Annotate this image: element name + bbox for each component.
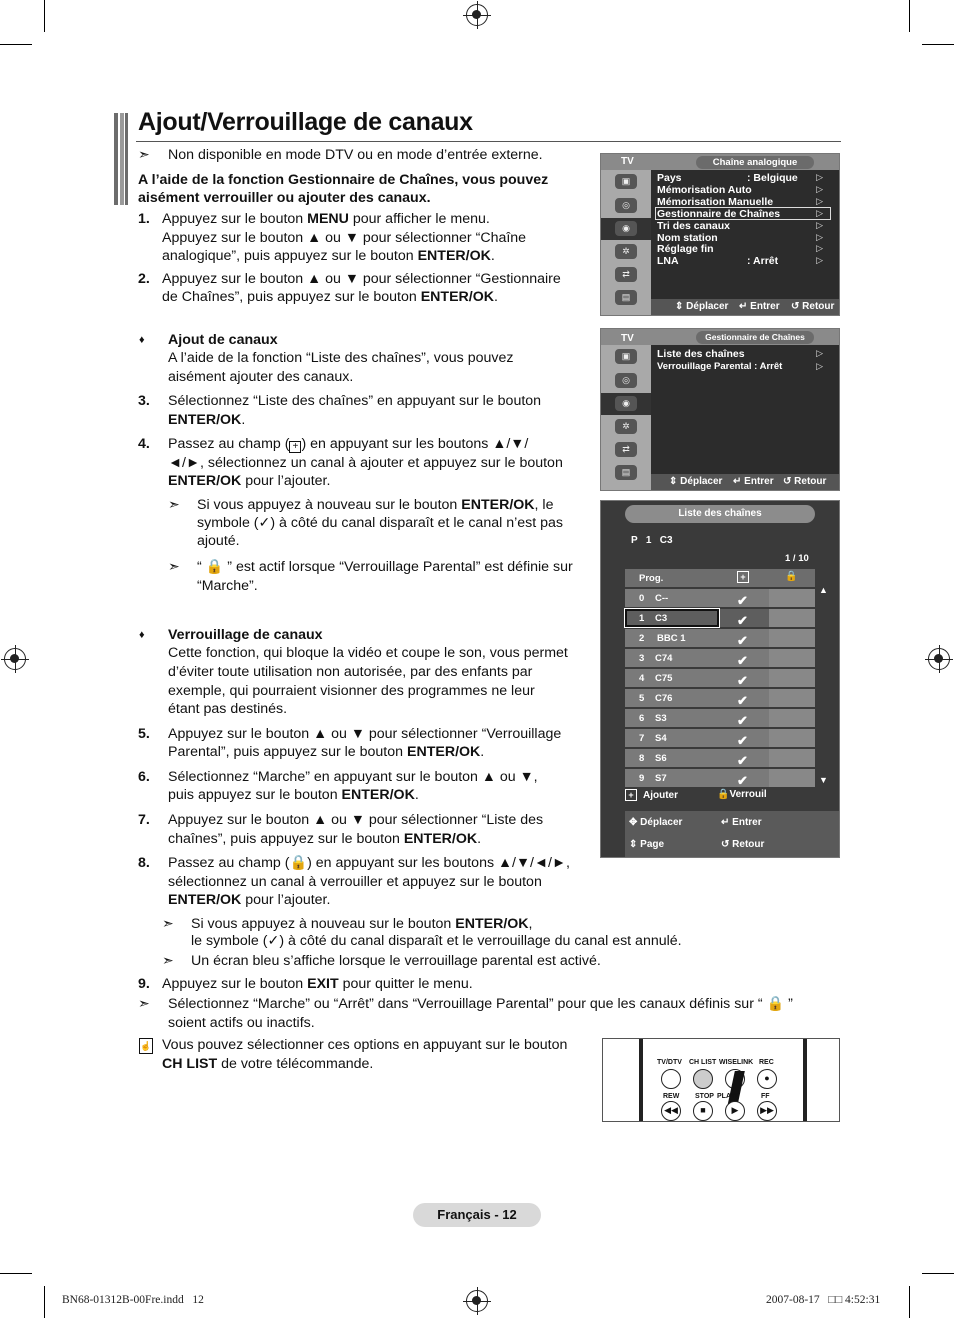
arrow-right-icon: ▷ [816, 243, 823, 254]
lock-cell[interactable] [769, 689, 815, 707]
note-line: “Marche”. [197, 578, 258, 594]
channel-row[interactable] [625, 669, 815, 687]
check-icon[interactable]: ✔ [737, 653, 748, 668]
remote-label: CH LIST [689, 1059, 717, 1066]
step-5-line: Appuyez sur le bouton ▲ ou ▼ pour sélectionner “Verrouillage [168, 726, 562, 742]
note-arrow-icon: ➣ [162, 952, 174, 968]
tip-line: Vous pouvez sélectionner ces options en appuyant sur le bouton [162, 1037, 568, 1053]
section-heading: Ajout de canaux [168, 332, 278, 348]
step-number: 6. [138, 769, 150, 785]
page-hint: ⇕ Page [629, 839, 665, 850]
step-4-line: Passez au champ ( + ) en appuyant sur les boutons ▲/▼/ [168, 436, 529, 452]
sound-icon[interactable]: ◎ [615, 373, 637, 388]
input-icon[interactable]: ⇄ [615, 267, 637, 282]
step-9-line: Appuyez sur le bouton EXIT pour quitter le menu. [162, 976, 473, 992]
step-4-line: ◄/►, sélectionnez un canal à ajouter et appuyez sur le bouton [168, 455, 563, 471]
check-icon[interactable]: ✔ [737, 633, 748, 648]
crop-mark [922, 1273, 954, 1274]
channel-number: 9 [639, 773, 645, 784]
current-channel: P 1 C3 [631, 535, 673, 546]
rec-button[interactable]: ● [757, 1069, 777, 1089]
move-hint: ⇕ Déplacer [675, 301, 729, 312]
menu-item[interactable]: Nom station [657, 231, 718, 244]
lock-legend: 🔒Verrouil [717, 789, 767, 800]
lock-icon: 🔒 [289, 855, 308, 871]
note-arrow-icon: ➣ [138, 146, 150, 162]
note-line: soient actifs ou inactifs. [168, 1015, 315, 1031]
step-3-line: Sélectionnez “Liste des chaînes” en appuyant sur le bouton [168, 393, 542, 409]
back-hint: ↺ Retour [783, 476, 827, 487]
note-line: le symbole (✓) à côté du canal disparaît et le verrouillage du canal est annulé. [191, 933, 682, 949]
fast-forward-button[interactable]: ▶▶ [757, 1101, 777, 1121]
scroll-up-icon[interactable]: ▲ [819, 585, 828, 595]
page-indicator: 1 / 10 [785, 553, 809, 564]
list-header [625, 569, 815, 587]
channel-number: 0 [639, 593, 645, 604]
enter-hint: ↵ Entrer [721, 817, 762, 828]
channel-number: 1 [639, 613, 645, 624]
note-line: Si vous appuyez à nouveau sur le bouton ENTER/OK, le [197, 497, 554, 513]
check-icon[interactable]: ✔ [737, 593, 748, 608]
lock-cell[interactable] [769, 729, 815, 747]
step-7-line: chaînes”, puis appuyez sur le bouton ENTER/OK. [168, 831, 482, 847]
tip-line: CH LIST de votre télécommande. [162, 1056, 374, 1072]
picture-icon[interactable]: ▣ [615, 349, 637, 364]
channel-number: 5 [639, 693, 645, 704]
step-number: 7. [138, 812, 150, 828]
stop-button[interactable]: ■ [693, 1101, 713, 1121]
crop-mark [0, 1273, 32, 1274]
channel-name: S6 [655, 753, 667, 764]
arrow-right-icon: ▷ [816, 183, 823, 194]
check-icon: ✓ [258, 515, 271, 531]
section-desc: étant pas destinés. [168, 701, 288, 717]
screen-footer [651, 299, 839, 315]
remote-control-illustration [602, 1038, 840, 1122]
menu-item-value: : Belgique [747, 172, 798, 184]
arrow-right-icon: ▷ [816, 348, 823, 358]
note-arrow-icon: ➣ [162, 915, 174, 931]
remote-label: REC [759, 1059, 774, 1066]
note-line: Sélectionnez “Marche” ou “Arrêt” dans “Verrouillage Parental” pour que les canaux définis sur “ 🔒 ” [168, 996, 793, 1012]
channel-name: C74 [655, 653, 673, 664]
step-number: 5. [138, 726, 150, 742]
channel-name: C3 [655, 613, 668, 624]
lock-icon: 🔒 [205, 559, 224, 575]
check-icon[interactable]: ✔ [737, 673, 748, 688]
menu-item-value: : Arrêt [747, 255, 779, 268]
screen-footer [651, 474, 839, 490]
note-dtv: Non disponible en mode DTV ou en mode d’entrée externe. [168, 147, 543, 163]
screen-tv-label: TV [621, 333, 634, 344]
input-icon[interactable]: ⇄ [615, 442, 637, 457]
channel-number: 8 [639, 753, 645, 764]
menu-item[interactable]: Réglage fin [657, 243, 714, 256]
channel-name: C-- [655, 593, 669, 604]
check-icon: ✓ [267, 933, 280, 949]
registration-mark-icon [466, 1290, 488, 1312]
step-2-line: de Chaînes”, puis appuyez sur le bouton ENTER/OK. [162, 289, 498, 305]
step-8-line: Passez au champ (🔒) en appuyant sur les boutons ▲/▼/◄/►, [168, 855, 570, 871]
channel-name: S4 [655, 733, 667, 744]
check-icon[interactable]: ✔ [737, 733, 748, 748]
step-1-line: analogique”, puis appuyez sur le bouton ENTER/OK. [162, 248, 495, 264]
note-line: Si vous appuyez à nouveau sur le bouton ENTER/OK, [191, 916, 533, 932]
lock-cell[interactable] [769, 709, 815, 727]
back-hint: ↺ Retour [791, 301, 835, 312]
tv-dtv-button[interactable] [661, 1069, 681, 1089]
channel-row[interactable] [625, 629, 815, 647]
intro-line: aisément verrouiller ou ajouter des canaux. [138, 190, 431, 206]
registration-mark-icon [4, 648, 26, 670]
arrow-right-icon: ▷ [816, 207, 823, 218]
selection-box [625, 609, 719, 627]
step-6-line: puis appuyez sur le bouton ENTER/OK. [168, 787, 419, 803]
remote-label: TV/DTV [657, 1059, 682, 1066]
page-number-badge: Français - 12 [413, 1203, 541, 1227]
note-line: “ 🔒 ” est actif lorsque “Verrouillage Parental” est définie sur [197, 559, 573, 575]
channel-number: 6 [639, 713, 645, 724]
crop-mark [909, 1286, 910, 1318]
crop-mark [909, 0, 910, 32]
screen-title: Chaîne analogique [696, 156, 814, 169]
crop-mark [922, 44, 954, 45]
step-2-line: Appuyez sur le bouton ▲ ou ▼ pour sélectionner “Gestionnaire [162, 271, 561, 287]
lock-column-icon: 🔒 [785, 571, 798, 582]
remote-label: REW [663, 1093, 680, 1100]
channel-name: BBC 1 [657, 633, 686, 644]
menu-item-parental-lock[interactable]: Verrouillage Parental : Arrêt [657, 361, 783, 372]
menu-item[interactable]: Pays [657, 172, 682, 184]
step-3-line: ENTER/OK. [168, 412, 246, 428]
check-icon[interactable]: ✔ [737, 773, 748, 788]
picture-icon[interactable]: ▣ [615, 174, 637, 189]
bullet-icon: ♦ [139, 334, 145, 346]
channel-row[interactable] [625, 589, 815, 607]
channel-row[interactable] [625, 729, 815, 747]
check-icon[interactable]: ✔ [737, 753, 748, 768]
arrow-right-icon: ▷ [816, 255, 823, 266]
section-marker [114, 113, 128, 205]
scroll-down-icon[interactable]: ▼ [819, 775, 828, 785]
step-number: 8. [138, 855, 150, 871]
step-number: 9. [138, 976, 150, 992]
remote-label: STOP [695, 1093, 714, 1100]
step-number: 2. [138, 271, 150, 287]
add-legend: + Ajouter [625, 789, 678, 801]
tv-menu-channel-manager [600, 328, 840, 491]
note-line: ajouté. [197, 533, 240, 549]
channel-number: 4 [639, 673, 645, 684]
screen-title: Liste des chaînes [625, 505, 815, 523]
add-field-icon: + [289, 441, 301, 453]
arrow-right-icon: ▷ [816, 231, 823, 242]
step-4-line: ENTER/OK pour l’ajouter. [168, 473, 331, 489]
step-5-line: Parental”, puis appuyez sur le bouton ENTER/OK. [168, 744, 485, 760]
menu-item[interactable]: Gestionnaire de Chaînes [657, 207, 781, 220]
back-hint: ↺ Retour [721, 839, 765, 850]
check-icon[interactable]: ✔ [737, 693, 748, 708]
add-legend-icon: + [625, 789, 637, 801]
move-hint: ✥ Déplacer [629, 817, 683, 828]
section-heading: Verrouillage de canaux [168, 627, 323, 643]
registration-mark-icon [466, 4, 488, 26]
menu-item-channel-list[interactable]: Liste des chaînes [657, 348, 745, 360]
note-arrow-icon: ➣ [138, 995, 150, 1011]
step-8-line: ENTER/OK pour l’ajouter. [168, 892, 331, 908]
channel-row[interactable] [625, 609, 815, 627]
remote-label: FF [761, 1093, 770, 1100]
channel-number: 7 [639, 733, 645, 744]
bullet-icon: ♦ [139, 629, 145, 641]
arrow-right-icon: ▷ [816, 172, 823, 182]
section-desc: exemple, qui pourraient visionner des programmes ne leur [168, 683, 535, 699]
screen-sidebar [601, 170, 651, 315]
crop-mark [0, 44, 32, 45]
lock-icon: 🔒 [766, 996, 785, 1012]
screen-tv-label: TV [621, 156, 634, 167]
prog-header: Prog. [639, 573, 664, 584]
lock-cell[interactable] [769, 649, 815, 667]
section-desc: aisément ajouter des canaux. [168, 369, 354, 385]
menu-item[interactable]: LNA [657, 255, 679, 268]
lock-cell[interactable] [769, 669, 815, 687]
application-icon[interactable]: ▤ [615, 465, 637, 480]
date-slug: 2007-08-17 □□ 4:52:31 [766, 1294, 881, 1306]
remote-label: WISELINK [719, 1059, 754, 1066]
channel-row[interactable] [625, 749, 815, 767]
section-desc: Cette fonction, qui bloque la vidéo et coupe le son, vous permet [168, 645, 568, 661]
menu-item[interactable]: Tri des canaux [657, 219, 730, 232]
application-icon[interactable]: ▤ [615, 290, 637, 305]
step-number: 1. [138, 211, 150, 227]
remote-hint-icon: ☝ [139, 1038, 153, 1054]
section-desc: A l’aide de la fonction “Liste des chaînes”, vous pouvez [168, 350, 514, 366]
registration-mark-icon [928, 648, 950, 670]
lock-cell[interactable] [769, 769, 815, 787]
lock-cell[interactable] [769, 749, 815, 767]
screen-sidebar [601, 345, 651, 490]
remote-label: PLAY/ [717, 1093, 737, 1100]
play-pause-button[interactable]: ▶ [725, 1101, 745, 1121]
remote-body-right [803, 1038, 807, 1122]
crop-mark [44, 1286, 45, 1318]
channel-row[interactable] [625, 769, 815, 787]
page-title: Ajout/Verrouillage de canaux [138, 108, 473, 136]
channel-icon[interactable]: ◉ [615, 221, 637, 236]
section-desc: d’éviter toute utilisation non autorisée, par des enfants par [168, 664, 533, 680]
lock-cell[interactable] [769, 609, 815, 627]
title-divider [136, 141, 841, 142]
check-icon[interactable]: ✔ [737, 713, 748, 728]
menu-item[interactable]: Mémorisation Auto [657, 183, 752, 196]
step-6-line: Sélectionnez “Marche” en appuyant sur le bouton ▲ ou ▼, [168, 769, 538, 785]
channel-name: C76 [655, 693, 673, 704]
step-1-line: Appuyez sur le bouton MENU pour afficher le menu. [162, 211, 490, 227]
add-column-icon: + [737, 571, 749, 583]
step-number: 4. [138, 436, 150, 452]
setup-icon[interactable]: ✲ [615, 419, 637, 434]
setup-icon[interactable]: ✲ [615, 244, 637, 259]
channel-row[interactable] [625, 689, 815, 707]
channel-name: S3 [655, 713, 667, 724]
file-slug: BN68-01312B-00Fre.indd 12 [62, 1294, 204, 1306]
lock-cell[interactable] [769, 629, 815, 647]
channel-name: S7 [655, 773, 667, 784]
step-8-line: sélectionnez un canal à verrouiller et appuyez sur le bouton [168, 874, 542, 890]
lock-cell[interactable] [769, 589, 815, 607]
tv-menu-channel-analog [600, 153, 840, 316]
step-number: 3. [138, 393, 150, 409]
channel-name: C75 [655, 673, 673, 684]
arrow-right-icon: ▷ [816, 361, 823, 371]
note-arrow-icon: ➣ [168, 496, 180, 512]
enter-hint: ↵ Entrer [733, 476, 774, 487]
channel-number: 3 [639, 653, 645, 664]
check-icon[interactable]: ✔ [737, 613, 748, 628]
channel-row[interactable] [625, 709, 815, 727]
channel-number: 2 [639, 633, 645, 644]
menu-item[interactable]: Mémorisation Manuelle [657, 195, 774, 208]
screen-title: Gestionnaire de Chaînes [696, 331, 814, 344]
note-line: Un écran bleu s’affiche lorsque le verrouillage parental est activé. [191, 953, 601, 969]
channel-icon[interactable]: ◉ [615, 396, 637, 411]
sound-icon[interactable]: ◎ [615, 198, 637, 213]
move-hint: ⇕ Déplacer [669, 476, 723, 487]
note-arrow-icon: ➣ [168, 558, 180, 574]
rewind-button[interactable]: ◀◀ [661, 1101, 681, 1121]
arrow-right-icon: ▷ [816, 219, 823, 230]
step-1-line: Appuyez sur le bouton ▲ ou ▼ pour sélectionner “Chaîne [162, 230, 527, 246]
ch-list-button[interactable] [693, 1069, 713, 1089]
lock-legend-icon: 🔒 [717, 789, 730, 800]
tv-channel-list-screen [600, 500, 840, 858]
step-7-line: Appuyez sur le bouton ▲ ou ▼ pour sélectionner “Liste des [168, 812, 544, 828]
note-line: symbole (✓) à côté du canal disparaît et le canal n’est pas [197, 515, 563, 531]
arrow-right-icon: ▷ [816, 195, 823, 206]
enter-hint: ↵ Entrer [739, 301, 780, 312]
list-footer [625, 811, 839, 857]
intro-line: A l’aide de la fonction Gestionnaire de Chaînes, vous pouvez [138, 172, 549, 188]
crop-mark [44, 0, 45, 32]
channel-row[interactable] [625, 649, 815, 667]
remote-body-left [639, 1038, 643, 1122]
